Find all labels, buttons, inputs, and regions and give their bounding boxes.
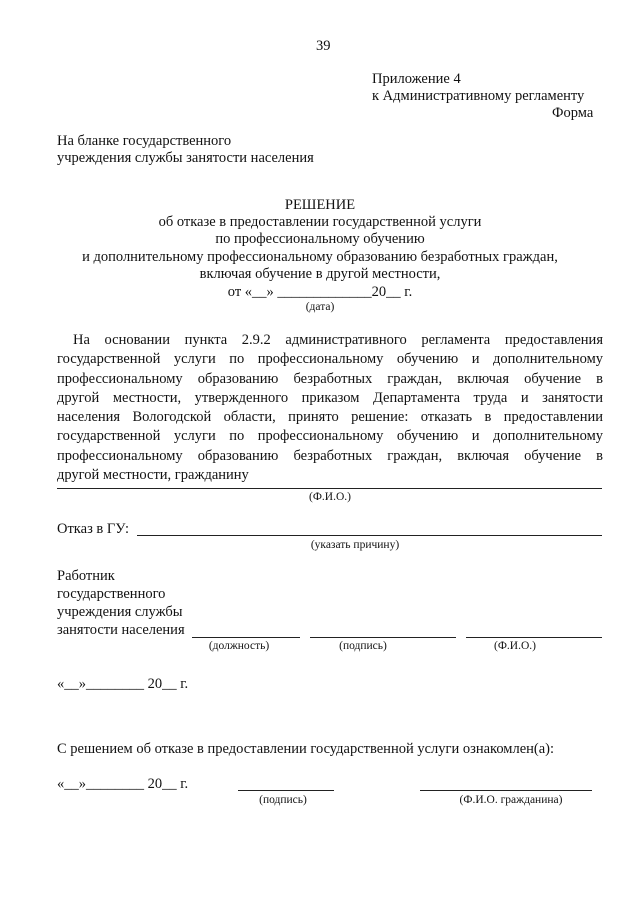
title-date-caption: (дата) — [305, 301, 335, 313]
acknowledgement-date: «__»________ 20__ г. — [57, 776, 189, 792]
position-line — [192, 637, 300, 638]
employee-line-4: занятости населения — [57, 622, 185, 638]
employee-line-3: учреждения службы — [57, 604, 183, 620]
refusal-reason-line — [137, 535, 602, 536]
refusal-label: Отказ в ГУ: — [57, 521, 130, 537]
body-line-5: населения Вологодской области, принято решение: отказать в предоставлении — [57, 409, 603, 426]
body-line-7: профессиональному образованию безработных граждан, включая обучение в — [57, 447, 603, 464]
body-line-2: государственной услуги по профессиональному обучению и дополнительному — [57, 351, 603, 368]
body-line-8: другой местности, гражданину — [57, 467, 249, 484]
fio-line — [57, 488, 602, 489]
document-title: РЕШЕНИЕ — [284, 197, 356, 213]
employee-line-2: государственного — [57, 586, 166, 602]
page-number: 39 — [316, 38, 331, 54]
employee-fio-line — [466, 637, 602, 638]
form-label: Форма — [552, 105, 594, 121]
body-line-3: профессиональному образованию безработных граждан, включая обучение в — [57, 370, 603, 387]
citizen-fio-caption: (Ф.И.О. гражданина) — [459, 794, 563, 806]
employee-line-1: Работник — [57, 568, 115, 584]
title-date-line: от «__» _____________20__ г. — [227, 284, 413, 300]
title-line-2: по профессиональному обучению — [215, 231, 425, 247]
appendix-label: Приложение 4 — [372, 71, 461, 87]
position-caption: (должность) — [208, 640, 270, 652]
refusal-reason-caption: (указать причину) — [310, 539, 400, 551]
signature-caption: (подпись) — [339, 640, 387, 652]
citizen-signature-line — [238, 790, 334, 791]
signature-line — [310, 637, 456, 638]
citizen-signature-caption: (подпись) — [259, 794, 307, 806]
acknowledgement-text: С решением об отказе в предоставлении государственной услуги ознакомлен(а): — [57, 741, 555, 757]
fio-caption: (Ф.И.О.) — [309, 491, 351, 503]
employee-fio-caption: (Ф.И.О.) — [494, 640, 536, 652]
regulation-label: к Административному регламенту — [372, 88, 585, 104]
decision-body — [57, 331, 603, 485]
body-line-4: другой местности, утвержденного приказом Департамента труда и занятости — [57, 389, 603, 406]
body-line-6: государственной услуги по профессиональному обучению и дополнительному — [57, 428, 603, 445]
body-line-1: На основании пункта 2.9.2 административного регламента предоставления — [73, 332, 603, 348]
title-line-1: об отказе в предоставлении государственной услуги — [158, 214, 482, 230]
citizen-fio-line — [420, 790, 592, 791]
employee-date: «__»________ 20__ г. — [57, 676, 189, 692]
letterhead-line-1: На бланке государственного — [57, 133, 232, 149]
title-line-4: включая обучение в другой местности, — [199, 266, 441, 282]
letterhead-line-2: учреждения службы занятости населения — [57, 150, 314, 166]
title-line-3: и дополнительному профессиональному образованию безработных граждан, — [82, 249, 558, 265]
